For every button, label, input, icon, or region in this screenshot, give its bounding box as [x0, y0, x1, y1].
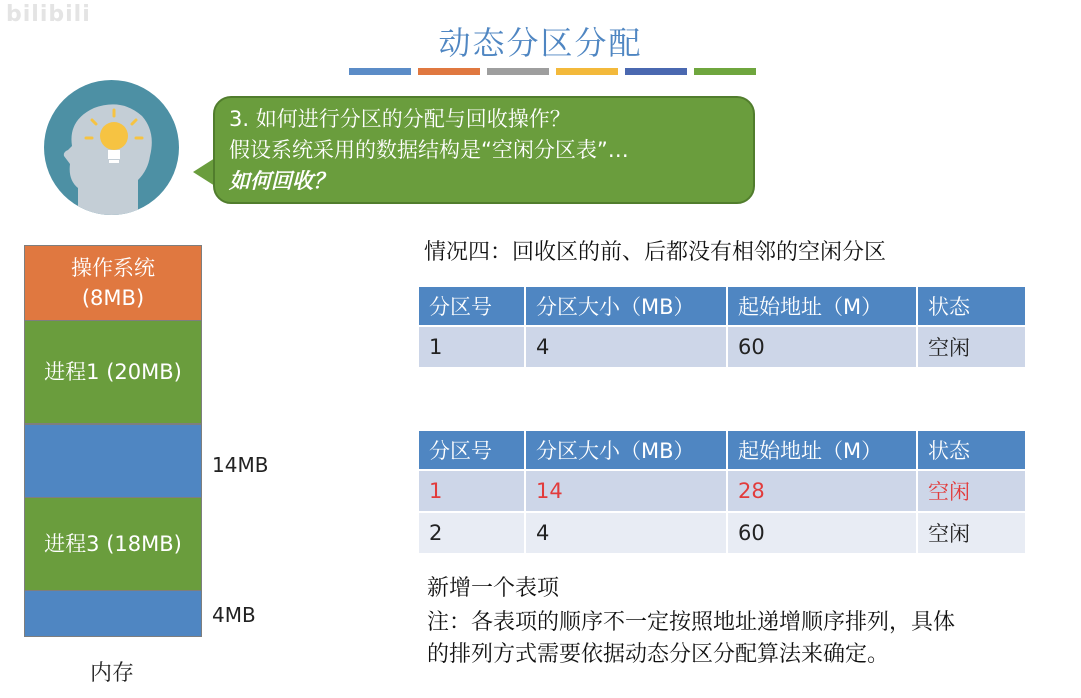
free1-size-label: 14MB — [212, 453, 269, 477]
title-bar-segment — [694, 68, 756, 75]
header-status: 状态 — [917, 287, 1026, 326]
os-label: 操作系统 — [71, 256, 155, 280]
header-partition-size: 分区大小（MB） — [525, 287, 727, 326]
title-bar-segment — [625, 68, 687, 75]
header-status: 状态 — [917, 431, 1026, 470]
memory-process3-block — [24, 497, 202, 591]
cell-partition-size: 14 — [525, 470, 727, 512]
process3-label: 进程3 (18MB) — [44, 532, 182, 556]
header-start-address: 起始地址（M） — [727, 287, 917, 326]
title-bar-segment — [418, 68, 480, 75]
cell-partition-size: 4 — [525, 512, 727, 553]
memory-free-block-1 — [24, 424, 202, 498]
title-bar-segment — [349, 68, 411, 75]
cell-partition-no: 1 — [419, 326, 525, 367]
memory-caption: 内存 — [90, 661, 135, 686]
title-bar-segment — [487, 68, 549, 75]
header-partition-size: 分区大小（MB） — [525, 431, 727, 470]
bubble-line-1: 3. 如何进行分区的分配与回收操作？ — [229, 107, 571, 131]
process1-label: 进程1 (20MB) — [44, 360, 182, 384]
bilibili-watermark: bilibili — [6, 2, 91, 27]
note-line-2: 注：各表项的顺序不一定按照地址递增顺序排列，具体 — [427, 610, 956, 635]
note-line-3: 的排列方式需要依据动态分区分配算法来确定。 — [427, 642, 890, 667]
question-bubble — [213, 96, 755, 204]
memory-os-block — [24, 245, 202, 321]
lightbulb-head-icon — [44, 80, 179, 215]
cell-start-address: 60 — [727, 512, 917, 553]
cell-partition-size: 4 — [525, 326, 727, 367]
cell-partition-no: 1 — [419, 470, 525, 512]
free2-size-label: 4MB — [212, 603, 256, 627]
title-bar-segment — [556, 68, 618, 75]
bubble-line-3: 如何回收？ — [229, 169, 334, 193]
cell-start-address: 60 — [727, 326, 917, 367]
page-title: 动态分区分配 — [438, 24, 643, 62]
header-partition-no: 分区号 — [419, 287, 525, 326]
table-row — [419, 512, 1026, 553]
memory-free-block-2 — [24, 590, 202, 637]
speech-bubble-tail — [193, 158, 215, 186]
table-header-row — [419, 287, 1026, 326]
memory-process1-block — [24, 320, 202, 424]
table-header-row — [419, 431, 1026, 470]
cell-status: 空闲 — [917, 470, 1026, 512]
bubble-line-2: 假设系统采用的数据结构是“空闲分区表”… — [229, 138, 629, 162]
case-title: 情况四：回收区的前、后都没有相邻的空闲分区 — [424, 240, 887, 265]
header-partition-no: 分区号 — [419, 431, 525, 470]
header-start-address: 起始地址（M） — [727, 431, 917, 470]
table-row-new-entry — [419, 470, 1026, 512]
cell-status: 空闲 — [917, 512, 1026, 553]
os-size: (8MB) — [81, 286, 145, 310]
cell-partition-no: 2 — [419, 512, 525, 553]
cell-status: 空闲 — [917, 326, 1026, 367]
note-new-entry: 新增一个表项 — [427, 576, 560, 601]
cell-start-address: 28 — [727, 470, 917, 512]
free-partition-table-before — [419, 287, 1027, 367]
free-partition-table-after — [419, 431, 1027, 553]
table-row — [419, 326, 1026, 367]
